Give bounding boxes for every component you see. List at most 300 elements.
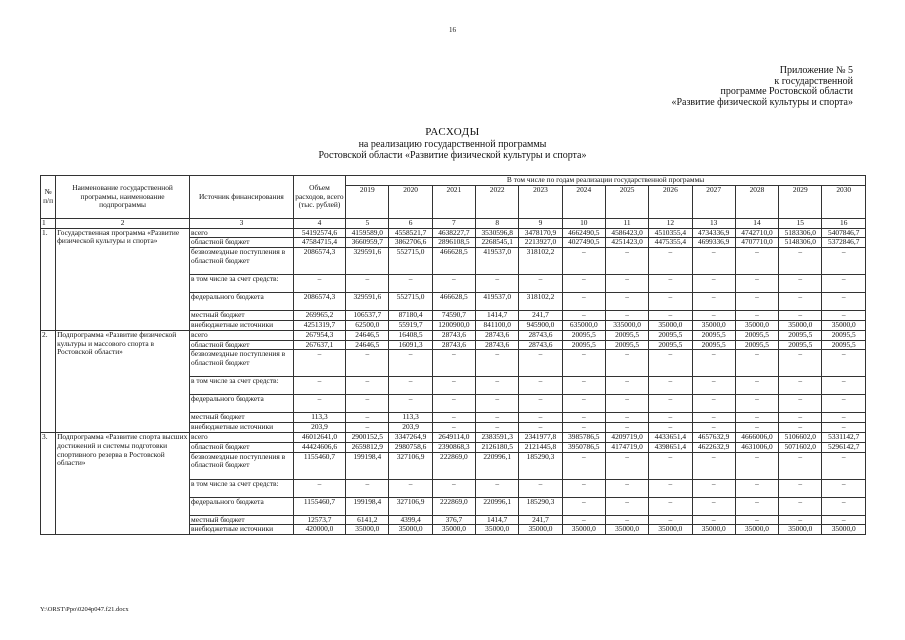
year-value-cell: – (476, 395, 519, 413)
year-value-cell: – (692, 311, 735, 321)
program-name: Подпрограмма «Развитие физической культуры и массового спорта в Ростовской области» (56, 330, 190, 432)
year-value-cell: – (432, 413, 475, 423)
column-number: 7 (432, 218, 475, 228)
year-value-cell: – (432, 479, 475, 497)
year-value-cell: – (562, 413, 605, 423)
year-value-cell: – (605, 413, 648, 423)
year-value-cell: – (649, 248, 692, 275)
document-title (0, 127, 905, 162)
header-years-group: В том числе по годам реализации государственной программы (346, 176, 866, 186)
year-value-cell: – (822, 311, 866, 321)
year-value-cell: 1414,7 (476, 311, 519, 321)
year-value-cell: – (562, 497, 605, 515)
year-value-cell: – (562, 515, 605, 525)
year-value-cell: – (562, 350, 605, 377)
year-value-cell: – (562, 479, 605, 497)
appendix-caption (593, 66, 853, 108)
year-value-cell: 3660959,7 (346, 238, 389, 248)
year-value-cell: 4510355,4 (649, 228, 692, 238)
year-value-cell: – (735, 350, 778, 377)
year-value-cell: – (779, 452, 822, 479)
year-value-cell: 35000,0 (519, 525, 562, 535)
year-value-cell: 28743,6 (519, 340, 562, 350)
total-volume-cell: 46012641,0 (293, 432, 345, 442)
year-value-cell: 62500,0 (346, 320, 389, 330)
year-value-cell: – (649, 311, 692, 321)
year-value-cell: 35000,0 (735, 320, 778, 330)
year-value-cell: – (822, 377, 866, 395)
column-number: 10 (562, 218, 605, 228)
year-value-cell: 20095,5 (779, 330, 822, 340)
header-year: 2022 (476, 185, 519, 218)
year-value-cell: – (346, 479, 389, 497)
year-value-cell: 4707710,0 (735, 238, 778, 248)
year-value-cell: – (692, 395, 735, 413)
year-value-cell: – (649, 515, 692, 525)
year-value-cell: – (649, 479, 692, 497)
year-value-cell: – (649, 423, 692, 433)
year-value-cell: 35000,0 (346, 525, 389, 535)
year-value-cell: – (649, 377, 692, 395)
year-value-cell: – (346, 377, 389, 395)
year-value-cell: – (476, 479, 519, 497)
year-value-cell: – (476, 350, 519, 377)
total-volume-cell: 47584715,4 (293, 238, 345, 248)
year-value-cell: 419537,0 (476, 248, 519, 275)
year-value-cell: 28743,6 (476, 340, 519, 350)
total-volume-cell: 2086574,3 (293, 248, 345, 275)
year-value-cell: – (822, 479, 866, 497)
year-value-cell: 35000,0 (476, 525, 519, 535)
total-volume-cell: 44424606,6 (293, 442, 345, 452)
year-value-cell: – (562, 395, 605, 413)
year-value-cell: – (649, 497, 692, 515)
total-volume-cell: – (293, 275, 345, 293)
year-value-cell: 4631006,0 (735, 442, 778, 452)
header-year: 2028 (735, 185, 778, 218)
year-value-cell: – (562, 248, 605, 275)
year-value-cell: 20095,5 (649, 330, 692, 340)
year-value-cell: – (605, 479, 648, 497)
funding-source: областной бюджет (190, 238, 294, 248)
page-number: 16 (449, 26, 456, 34)
year-value-cell: 35000,0 (735, 525, 778, 535)
title-line: Ростовской области «Развитие физической культуры и спорта» (318, 150, 587, 161)
year-value-cell: 222869,0 (432, 497, 475, 515)
year-value-cell: 4662490,5 (562, 228, 605, 238)
year-value-cell: 1200900,0 (432, 320, 475, 330)
year-value-cell: 4159589,0 (346, 228, 389, 238)
year-value-cell: 4586423,0 (605, 228, 648, 238)
year-value-cell: 20095,5 (649, 340, 692, 350)
year-value-cell: – (692, 350, 735, 377)
year-value-cell: – (779, 413, 822, 423)
year-value-cell: – (605, 515, 648, 525)
year-value-cell: – (692, 452, 735, 479)
year-value-cell: 4622632,9 (692, 442, 735, 452)
funding-source: местный бюджет (190, 311, 294, 321)
year-value-cell: 2896108,5 (432, 238, 475, 248)
appendix-line: Приложение № 5 (779, 65, 853, 76)
column-number: 16 (822, 218, 866, 228)
year-value-cell: 20095,5 (605, 340, 648, 350)
year-value-cell: – (432, 395, 475, 413)
year-value-cell: 2659812,9 (346, 442, 389, 452)
funding-source: федерального бюджета (190, 497, 294, 515)
year-value-cell: 4558521,7 (389, 228, 432, 238)
funding-source: в том числе за счет средств: (190, 275, 294, 293)
header-year: 2020 (389, 185, 432, 218)
year-value-cell: – (822, 293, 866, 311)
year-value-cell: – (779, 515, 822, 525)
year-value-cell: 3347264,9 (389, 432, 432, 442)
year-value-cell: – (735, 395, 778, 413)
year-value-cell: 35000,0 (822, 320, 866, 330)
year-value-cell: 2383591,3 (476, 432, 519, 442)
year-value-cell: 4699336,9 (692, 238, 735, 248)
column-number: 9 (519, 218, 562, 228)
year-value-cell: – (649, 293, 692, 311)
year-value-cell: 35000,0 (692, 320, 735, 330)
year-value-cell: – (822, 350, 866, 377)
funding-source: в том числе за счет средств: (190, 479, 294, 497)
year-value-cell: 185290,3 (519, 452, 562, 479)
expenses-table (40, 175, 866, 535)
year-value-cell: 841100,0 (476, 320, 519, 330)
year-value-cell: – (735, 497, 778, 515)
year-value-cell: – (735, 423, 778, 433)
year-value-cell: – (735, 413, 778, 423)
section-number: 3. (41, 432, 56, 534)
year-value-cell: – (779, 423, 822, 433)
funding-source: всего (190, 432, 294, 442)
year-value-cell: – (822, 248, 866, 275)
year-value-cell: – (692, 275, 735, 293)
year-value-cell: – (735, 248, 778, 275)
column-number: 12 (649, 218, 692, 228)
year-value-cell: 16091,3 (389, 340, 432, 350)
header-year: 2025 (605, 185, 648, 218)
funding-source: федерального бюджета (190, 293, 294, 311)
year-value-cell: – (562, 275, 605, 293)
year-value-cell: 1414,7 (476, 515, 519, 525)
year-value-cell: – (735, 311, 778, 321)
year-value-cell: – (735, 515, 778, 525)
year-value-cell: – (779, 275, 822, 293)
year-value-cell: 4027490,5 (562, 238, 605, 248)
year-value-cell: – (779, 293, 822, 311)
year-value-cell: 35000,0 (605, 525, 648, 535)
year-value-cell: 87180,4 (389, 311, 432, 321)
year-value-cell: 222869,0 (432, 452, 475, 479)
year-value-cell: 329591,6 (346, 293, 389, 311)
section-number: 1. (41, 228, 56, 330)
year-value-cell: – (605, 395, 648, 413)
year-value-cell: 20095,5 (692, 340, 735, 350)
year-value-cell: 2390868,3 (432, 442, 475, 452)
appendix-line: к государственной (774, 75, 853, 87)
year-value-cell: 635000,0 (562, 320, 605, 330)
year-value-cell: 329591,6 (346, 248, 389, 275)
year-value-cell: – (779, 311, 822, 321)
year-value-cell: 2341977,8 (519, 432, 562, 442)
year-value-cell: 4433651,4 (649, 432, 692, 442)
year-value-cell: – (649, 413, 692, 423)
year-value-cell: – (476, 423, 519, 433)
year-value-cell: 203,9 (389, 423, 432, 433)
year-value-cell: – (605, 248, 648, 275)
year-value-cell: 35000,0 (562, 525, 605, 535)
header-year: 2029 (779, 185, 822, 218)
year-value-cell: 5148306,0 (779, 238, 822, 248)
column-number: 4 (293, 218, 345, 228)
header-year: 2019 (346, 185, 389, 218)
total-volume-cell: 113,3 (293, 413, 345, 423)
year-value-cell: – (562, 452, 605, 479)
total-volume-cell: 54192574,6 (293, 228, 345, 238)
year-value-cell: – (605, 423, 648, 433)
year-value-cell: – (476, 377, 519, 395)
year-value-cell: – (605, 452, 648, 479)
total-volume-cell: 2086574,3 (293, 293, 345, 311)
year-value-cell: 327106,9 (389, 497, 432, 515)
total-volume-cell: – (293, 377, 345, 395)
year-value-cell: – (476, 275, 519, 293)
year-value-cell: 2980758,6 (389, 442, 432, 452)
year-value-cell: – (822, 497, 866, 515)
year-value-cell: – (822, 413, 866, 423)
column-number: 15 (779, 218, 822, 228)
year-value-cell: 20095,5 (562, 340, 605, 350)
year-value-cell: – (519, 350, 562, 377)
year-value-cell: 327106,9 (389, 452, 432, 479)
year-value-cell: 318102,2 (519, 293, 562, 311)
column-number: 11 (605, 218, 648, 228)
funding-source: областной бюджет (190, 340, 294, 350)
year-value-cell: – (692, 413, 735, 423)
year-value-cell: – (519, 275, 562, 293)
year-value-cell: – (432, 275, 475, 293)
year-value-cell: – (779, 377, 822, 395)
year-value-cell: – (735, 293, 778, 311)
year-value-cell: 4399,4 (389, 515, 432, 525)
year-value-cell: – (519, 377, 562, 395)
year-value-cell: – (779, 395, 822, 413)
year-value-cell: – (692, 479, 735, 497)
total-volume-cell: 420000,0 (293, 525, 345, 535)
year-value-cell: – (605, 275, 648, 293)
year-value-cell: 552715,0 (389, 248, 432, 275)
year-value-cell: – (476, 413, 519, 423)
year-value-cell: 20095,5 (822, 340, 866, 350)
year-value-cell: 241,7 (519, 515, 562, 525)
year-value-cell: 241,7 (519, 311, 562, 321)
year-value-cell: – (605, 350, 648, 377)
year-value-cell: 24646,5 (346, 330, 389, 340)
column-number: 2 (56, 218, 190, 228)
funding-source: федерального бюджета (190, 395, 294, 413)
total-volume-cell: – (293, 395, 345, 413)
year-value-cell: 4638227,7 (432, 228, 475, 238)
year-value-cell: 5296142,7 (822, 442, 866, 452)
header-source: Источник финансирования (190, 176, 294, 219)
year-value-cell: – (779, 248, 822, 275)
total-volume-cell: – (293, 350, 345, 377)
year-value-cell: – (346, 413, 389, 423)
year-value-cell: 2900152,5 (346, 432, 389, 442)
total-volume-cell: 203,9 (293, 423, 345, 433)
year-value-cell: 35000,0 (779, 320, 822, 330)
year-value-cell: – (346, 395, 389, 413)
year-value-cell: – (389, 275, 432, 293)
year-value-cell: 552715,0 (389, 293, 432, 311)
year-value-cell: 4742710,0 (735, 228, 778, 238)
year-value-cell: 35000,0 (432, 525, 475, 535)
total-volume-cell: 4251319,7 (293, 320, 345, 330)
total-volume-cell: 267954,3 (293, 330, 345, 340)
year-value-cell: 3985786,5 (562, 432, 605, 442)
year-value-cell: 318102,2 (519, 248, 562, 275)
year-value-cell: – (346, 350, 389, 377)
year-value-cell: 35000,0 (779, 525, 822, 535)
header-volume: Объем расходов, всего (тыс. рублей) (293, 176, 345, 219)
year-value-cell: 3950786,5 (562, 442, 605, 452)
year-value-cell: 199198,4 (346, 497, 389, 515)
column-number: 3 (190, 218, 294, 228)
year-value-cell: – (389, 350, 432, 377)
year-value-cell: 35000,0 (692, 525, 735, 535)
header-year: 2030 (822, 185, 866, 218)
year-value-cell: 2268545,1 (476, 238, 519, 248)
year-value-cell: – (649, 275, 692, 293)
column-number: 8 (476, 218, 519, 228)
title-line: на реализацию государственной программы (358, 138, 547, 150)
year-value-cell: – (692, 497, 735, 515)
year-value-cell: 185290,3 (519, 497, 562, 515)
year-value-cell: 3478170,9 (519, 228, 562, 238)
year-value-cell: 4251423,0 (605, 238, 648, 248)
year-value-cell: 4734336,9 (692, 228, 735, 238)
year-value-cell: 335000,0 (605, 320, 648, 330)
year-value-cell: – (562, 377, 605, 395)
year-value-cell: 35000,0 (649, 320, 692, 330)
year-value-cell: 466628,5 (432, 293, 475, 311)
year-value-cell: – (779, 479, 822, 497)
column-number: 13 (692, 218, 735, 228)
total-volume-cell: 1155460,7 (293, 452, 345, 479)
year-value-cell: – (389, 377, 432, 395)
year-value-cell: 5071602,0 (779, 442, 822, 452)
year-value-cell: – (649, 452, 692, 479)
year-value-cell: – (389, 395, 432, 413)
year-value-cell: – (562, 423, 605, 433)
year-value-cell: 20095,5 (822, 330, 866, 340)
year-value-cell: – (562, 293, 605, 311)
year-value-cell: 3862706,6 (389, 238, 432, 248)
year-value-cell: 74590,7 (432, 311, 475, 321)
year-value-cell: 4398651,4 (649, 442, 692, 452)
year-value-cell: – (779, 350, 822, 377)
year-value-cell: 2121445,8 (519, 442, 562, 452)
total-volume-cell: 267637,1 (293, 340, 345, 350)
year-value-cell: 20095,5 (735, 330, 778, 340)
year-value-cell: 5372846,7 (822, 238, 866, 248)
title-main: РАСХОДЫ (425, 126, 480, 138)
year-value-cell: 20095,5 (735, 340, 778, 350)
year-value-cell: 20095,5 (779, 340, 822, 350)
year-value-cell: 35000,0 (389, 525, 432, 535)
year-value-cell: – (346, 275, 389, 293)
year-value-cell: 220996,1 (476, 452, 519, 479)
funding-source: всего (190, 330, 294, 340)
year-value-cell: – (649, 350, 692, 377)
funding-source: безвозмездные поступления в областной бюджет (190, 452, 294, 479)
total-volume-cell: 12573,7 (293, 515, 345, 525)
year-value-cell: 28743,6 (432, 340, 475, 350)
year-value-cell: 113,3 (389, 413, 432, 423)
file-path-footer: Y:\ORST\Ppo\0204p047.f21.docx (40, 606, 129, 613)
appendix-line: программе Ростовской области (720, 86, 853, 98)
year-value-cell: – (692, 377, 735, 395)
funding-source: местный бюджет (190, 413, 294, 423)
section-number: 2. (41, 330, 56, 432)
year-value-cell: – (605, 377, 648, 395)
year-value-cell: 4666006,0 (735, 432, 778, 442)
funding-source: внебюджетные источники (190, 320, 294, 330)
year-value-cell: 4475355,4 (649, 238, 692, 248)
header-no: № п/п (41, 176, 56, 219)
year-value-cell: 2649114,0 (432, 432, 475, 442)
total-volume-cell: – (293, 479, 345, 497)
year-value-cell: – (605, 311, 648, 321)
year-value-cell: – (519, 479, 562, 497)
year-value-cell: 28743,6 (432, 330, 475, 340)
year-value-cell: – (649, 395, 692, 413)
year-value-cell: – (822, 423, 866, 433)
funding-source: всего (190, 228, 294, 238)
header-year: 2026 (649, 185, 692, 218)
total-volume-cell: 1155460,7 (293, 497, 345, 515)
year-value-cell: 199198,4 (346, 452, 389, 479)
year-value-cell: – (562, 311, 605, 321)
year-value-cell: – (432, 423, 475, 433)
year-value-cell: 220996,1 (476, 497, 519, 515)
year-value-cell: – (432, 377, 475, 395)
year-value-cell: – (822, 452, 866, 479)
year-value-cell: 20095,5 (692, 330, 735, 340)
year-value-cell: – (605, 293, 648, 311)
year-value-cell: 5407846,7 (822, 228, 866, 238)
year-value-cell: – (605, 497, 648, 515)
header-name: Наименование государственной программы, наименование подпрограммы (56, 176, 190, 219)
year-value-cell: 20095,5 (605, 330, 648, 340)
year-value-cell: 419537,0 (476, 293, 519, 311)
year-value-cell: 5183306,0 (779, 228, 822, 238)
table-row (41, 228, 866, 238)
funding-source: областной бюджет (190, 442, 294, 452)
year-value-cell: – (519, 413, 562, 423)
column-number: 1 (41, 218, 56, 228)
column-number: 5 (346, 218, 389, 228)
year-value-cell: – (432, 350, 475, 377)
year-value-cell: 5331142,7 (822, 432, 866, 442)
table-row (41, 432, 866, 442)
year-value-cell: 5106602,0 (779, 432, 822, 442)
year-value-cell: 4174719,0 (605, 442, 648, 452)
year-value-cell: 3530596,8 (476, 228, 519, 238)
year-value-cell: – (735, 275, 778, 293)
year-value-cell: 20095,5 (562, 330, 605, 340)
